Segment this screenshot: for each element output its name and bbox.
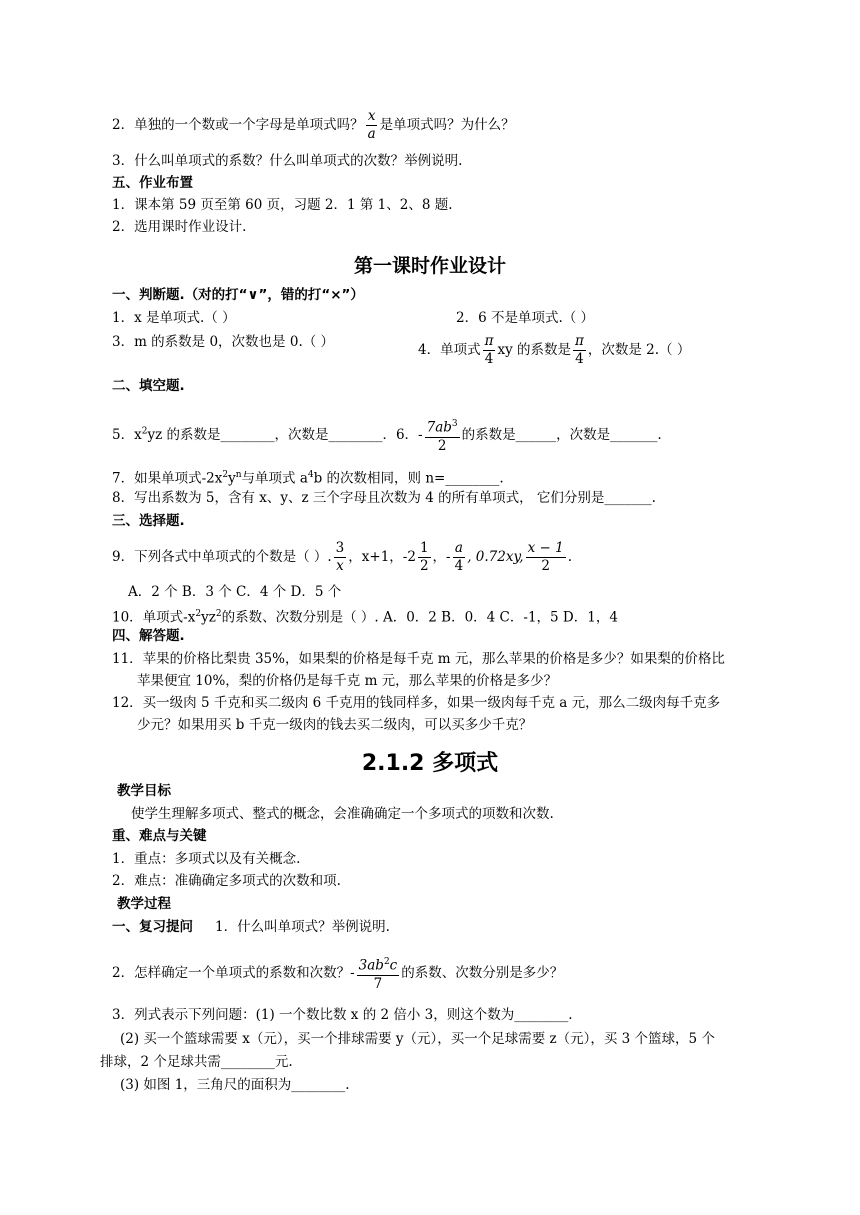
section-title-polynomial: 2.1.2 多项式 — [361, 751, 499, 776]
key-point-1: 1．重点：多项式以及有关概念. — [112, 851, 301, 867]
teaching-process-heading: 教学过程 — [117, 896, 171, 912]
teaching-goal-heading: 教学目标 — [117, 783, 171, 799]
review-question-3-part2-line1: (2) 买一个篮球需要 x（元），买一个排球需要 y（元），买一个足球需要 z（元），买 3 个篮球，5 个 — [120, 1031, 715, 1047]
judge-item-1: 1．x 是单项式.（ ） — [112, 310, 236, 326]
review-question-3: 3．列式表示下列问题：(1) 一个数比数 x 的 2 倍小 3，则这个数为________. — [112, 1007, 573, 1023]
review-question-2: 2．怎样确定一个单项式的系数和次数？- $\frac{3ab^2c}{7}$ 的系数、次数分别是多少？ — [112, 954, 563, 993]
answer-item-11-line1: 11．苹果的价格比梨贵 35%，如果梨的价格是每千克 m 元，那么苹果的价格是多少？如果梨的价格比 — [112, 651, 725, 667]
section-fill-heading: 二、填空题. — [112, 378, 185, 394]
answer-item-12-line1: 12．买一级肉 5 千克和买二级肉 6 千克用的钱同样多，如果一级肉每千克 a 元，那么二级肉每千克多 — [112, 695, 721, 711]
choice-item-9-options: A．2 个 B．3 个 C．4 个 D．5 个 — [128, 584, 342, 600]
judge-item-2: 2．6 不是单项式.（ ） — [456, 310, 595, 326]
fraction-pi-over-4: $\frac{\pi}{4}$ — [484, 333, 494, 367]
fraction-1-over-2: $\frac{1}{2}$ — [419, 540, 429, 574]
review-q2: 2．单独的一个数或一个字母是单项式吗？ $\frac{x}{a}$ 是单项式吗？为什么？ — [112, 108, 515, 142]
choice-item-9: 9．下列各式中单项式的个数是（ ）. $\frac{3}{x}$ ，x+1，-2 $\frac{1}{2}$ ，- $\frac{a}{4}$ , 0.72xy, $\frac{x - 1}{2}$ . — [112, 540, 572, 574]
fraction-a-over-4: $\frac{a}{4}$ — [454, 540, 464, 574]
section-judge-heading: 一、判断题.（对的打“∨”，错的打“×”） — [112, 287, 364, 303]
teaching-goal-text: 使学生理解多项式、整式的概念，会准确确定一个多项式的项数和次数. — [131, 806, 554, 822]
section-answer-heading: 四、解答题. — [112, 628, 185, 644]
review-question-3-part2-line2: 排球，2 个足球共需________元. — [100, 1054, 293, 1070]
answer-item-12-line2: 少元？如果用买 b 千克一级肉的钱去买二级肉，可以买多少千克？ — [137, 717, 533, 733]
answer-item-11-line2: 苹果便宜 10%，梨的价格仍是每千克 m 元，那么苹果的价格是多少？ — [137, 673, 558, 689]
choice-item-10: 10．单项式$-x^2yz^2$的系数、次数分别是（ ）. A．0．2 B．0．4 C．-1，5 D．1，4 — [112, 609, 618, 626]
fill-item-7: 7．如果单项式$-2x^2y^n$与单项式 $a^4b$ 的次数相同，则 n=________. — [112, 470, 504, 487]
review-q3: 3．什么叫单项式的系数？什么叫单项式的次数？举例说明. — [112, 153, 463, 169]
fraction-pi-over-4-b: $\frac{\pi}{4}$ — [575, 333, 584, 367]
review-question-3-part3: (3) 如图 1，三角尺的面积为________. — [120, 1077, 350, 1093]
fraction-7ab3-over-2: $\frac{7ab^3}{2}$ — [425, 416, 460, 455]
homework-item-1: 1．课本第 59 页至第 60 页，习题 2．1 第 1、2、8 题. — [112, 197, 453, 213]
fraction-x-over-a: $\frac{x}{a}$ — [367, 108, 376, 142]
fraction-x-minus-1-over-2: $\frac{x - 1}{2}$ — [527, 540, 564, 574]
section-choice-heading: 三、选择题. — [112, 513, 185, 529]
fill-items-5-6: 5．$x^2yz$ 的系数是________，次数是________．6．- $\frac{7ab^3}{2}$ 的系数是______，次数是_______. — [112, 416, 662, 455]
review-heading-row: 一、复习提问 1．什么叫单项式？举例说明. — [112, 919, 390, 935]
judge-item-3: 3．m 的系数是 0，次数也是 0.（ ） — [112, 334, 335, 350]
fill-item-8: 8．写出系数为 5，含有 x、y、z 三个字母且次数为 4 的所有单项式， 它们分别是_______. — [112, 490, 656, 506]
judge-item-4: 4．单项式 $\frac{\pi}{4}$ xy 的系数是 $\frac{\pi}{4}$ ，次数是 2.（ ） — [418, 333, 691, 367]
homework-heading: 五、作业布置 — [112, 175, 193, 191]
homework-item-2: 2．选用课时作业设计. — [112, 219, 247, 235]
section-title-homework-design: 第一课时作业设计 — [353, 255, 506, 277]
fraction-3ab2c-over-7: $\frac{3ab^2c}{7}$ — [357, 954, 400, 993]
key-point-2: 2．难点：准确确定多项式的次数和项. — [112, 873, 341, 889]
key-points-heading: 重、难点与关键 — [112, 828, 207, 844]
fraction-3-over-x: $\frac{3}{x}$ — [335, 540, 345, 574]
